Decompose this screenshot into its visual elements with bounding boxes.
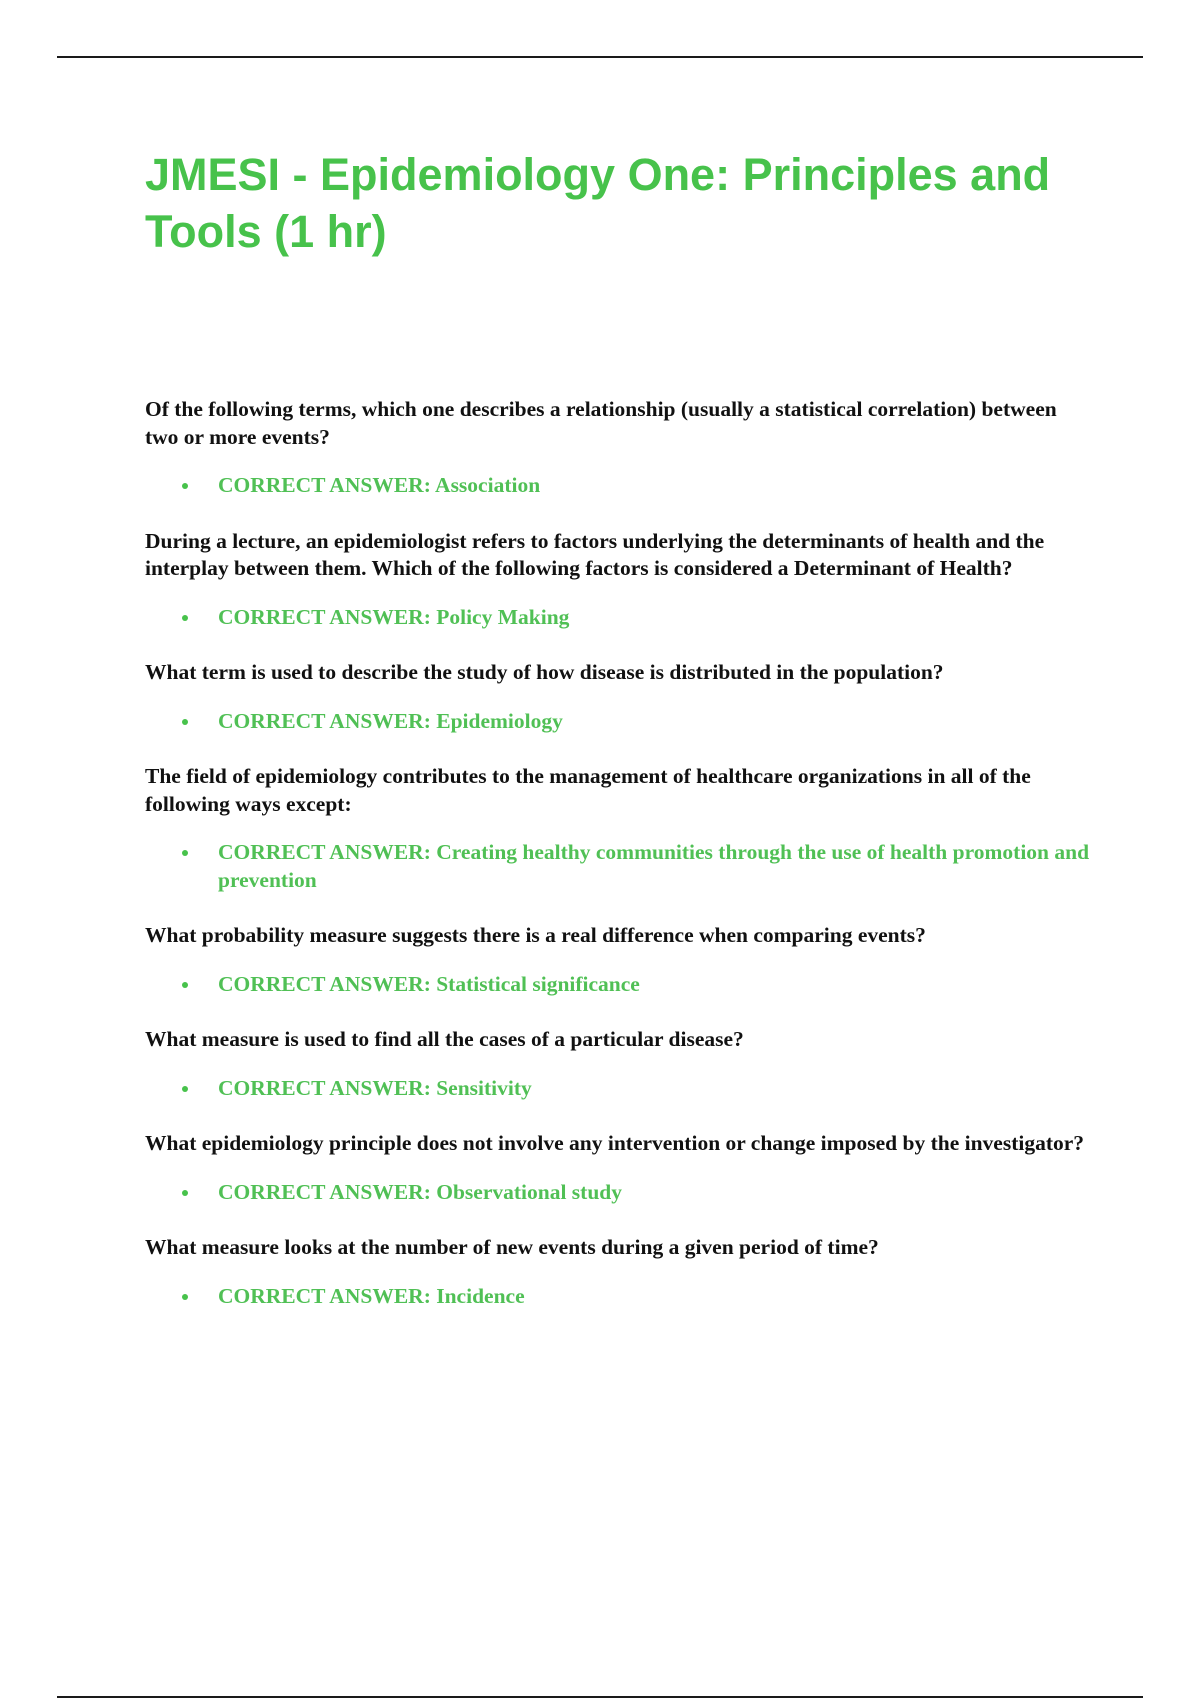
answer-text: CORRECT ANSWER: Incidence bbox=[218, 1283, 525, 1308]
answer-item bbox=[145, 1283, 1090, 1311]
top-rule bbox=[57, 56, 1143, 58]
answer-item bbox=[145, 1075, 1090, 1103]
bullet-icon bbox=[182, 850, 188, 856]
answer-item bbox=[145, 1179, 1090, 1207]
question-text: What epidemiology principle does not involve any intervention or change imposed by the investigator? bbox=[145, 1131, 1085, 1155]
bullet-icon bbox=[182, 1294, 188, 1300]
qa-item bbox=[145, 1130, 1090, 1206]
qa-item bbox=[145, 922, 1090, 998]
answer-text: CORRECT ANSWER: Statistical significance bbox=[218, 971, 640, 996]
answer-text: CORRECT ANSWER: Association bbox=[218, 473, 541, 497]
answer-text: CORRECT ANSWER: Creating healthy communities through the use of health promotion and prevention bbox=[218, 840, 1090, 892]
qa-item bbox=[145, 763, 1090, 894]
answer-item bbox=[145, 604, 1090, 632]
answer-item bbox=[145, 971, 1090, 999]
answer-text: CORRECT ANSWER: Observational study bbox=[218, 1179, 622, 1204]
answer-list bbox=[145, 971, 1090, 999]
question-text: The field of epidemiology contributes to the management of healthcare organizations in all of the following ways except: bbox=[145, 764, 1031, 816]
bullet-icon bbox=[182, 1086, 188, 1092]
bullet-icon bbox=[182, 719, 188, 725]
bullet-icon bbox=[182, 615, 188, 621]
bullet-icon bbox=[182, 483, 188, 489]
answer-list bbox=[145, 472, 1090, 500]
question-text: What measure looks at the number of new events during a given period of time? bbox=[145, 1235, 879, 1259]
answer-text: CORRECT ANSWER: Policy Making bbox=[218, 604, 570, 629]
answer-list bbox=[145, 1179, 1090, 1207]
answer-list bbox=[145, 1075, 1090, 1103]
bullet-icon bbox=[182, 982, 188, 988]
answer-item bbox=[145, 839, 1090, 894]
answer-item bbox=[145, 472, 1090, 500]
qa-item bbox=[145, 1026, 1090, 1102]
document-title: JMESI - Epidemiology One: Principles and Tools (1 hr) bbox=[145, 149, 1051, 257]
answer-list bbox=[145, 1283, 1090, 1311]
question-text: Of the following terms, which one describes a relationship (usually a statistical correlation) between two or more events? bbox=[145, 397, 1057, 449]
qa-item bbox=[145, 1234, 1090, 1310]
answer-text: CORRECT ANSWER: Sensitivity bbox=[218, 1075, 532, 1100]
answer-list bbox=[145, 708, 1090, 736]
answer-text: CORRECT ANSWER: Epidemiology bbox=[218, 708, 563, 733]
answer-list bbox=[145, 604, 1090, 632]
question-text: During a lecture, an epidemiologist refers to factors underlying the determinants of health and the interplay between them. Which of the following factors is considered a Determinant of Health? bbox=[145, 528, 1045, 580]
question-text: What measure is used to find all the cases of a particular disease? bbox=[145, 1027, 744, 1051]
bullet-icon bbox=[182, 1190, 188, 1196]
bottom-rule bbox=[57, 1696, 1143, 1698]
question-text: What term is used to describe the study of how disease is distributed in the population? bbox=[145, 660, 944, 684]
question-text: What probability measure suggests there is a real difference when comparing events? bbox=[145, 923, 926, 947]
answer-item bbox=[145, 708, 1090, 736]
qa-item bbox=[145, 659, 1090, 735]
qa-item bbox=[145, 396, 1090, 500]
answer-list bbox=[145, 839, 1090, 894]
qa-list bbox=[145, 396, 1090, 1338]
qa-item bbox=[145, 528, 1090, 632]
